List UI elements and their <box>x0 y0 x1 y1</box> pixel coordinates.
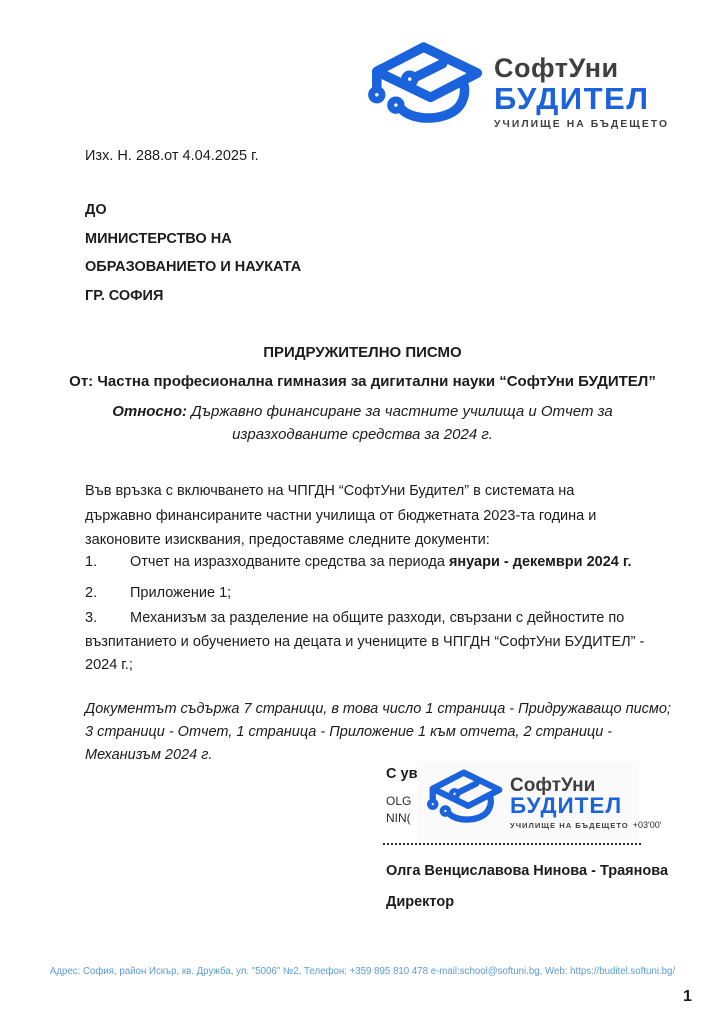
list-item-bold-text: януари - декември 2024 г. <box>448 554 632 570</box>
closing-salutation: С ув <box>386 766 418 782</box>
reference-number: Изх. Н. 288.от 4.04.2025 г. <box>85 148 259 164</box>
letter-title: ПРИДРУЖИТЕЛНО ПИСМО <box>263 344 462 361</box>
intro-paragraph: Във връзка с включването на ЧПГДН “СофтУни Будител” в системата на държавно финансираните частни училища от бюджетната 2023-та година и законовите изисквания, предоставяме следните документи: <box>85 483 597 548</box>
stamp-logo-text <box>510 776 661 830</box>
recipient-block <box>85 202 301 316</box>
list-item <box>85 607 663 678</box>
list-item-number: 3. <box>85 610 98 626</box>
letter-from: От: Частна професионална гимназия за дигитални науки “СофтУни БУДИТЕЛ” <box>69 373 656 390</box>
digital-signature-text <box>386 793 411 827</box>
page-number: 1 <box>683 988 692 1005</box>
graduation-cap-icon <box>356 40 486 145</box>
graduation-cap-icon <box>419 767 505 840</box>
recipient-line: ГР. СОФИЯ <box>85 287 164 304</box>
signature-timestamp: +03'00' <box>632 820 662 831</box>
subject-text: Държавно финансиране за частните училища и Отчет за изразходваните средства за 2024 г. <box>187 403 613 443</box>
list-item-text: Отчет на изразходваните средства за периода <box>130 554 449 570</box>
recipient-line: ОБРАЗОВАНИЕТО И НАУКАТА <box>85 259 302 275</box>
stamp-name-bottom: БУДИТЕЛ <box>510 793 623 819</box>
recipient-line: ДО <box>85 202 107 218</box>
list-item-number: 1. <box>85 554 98 570</box>
signatory-title: Директор <box>386 894 455 910</box>
logo-name-top: СофтУни <box>494 53 619 84</box>
letter-subject <box>85 401 640 446</box>
stamp-name-top: СофтУни <box>510 774 596 796</box>
school-logo <box>356 40 669 145</box>
list-item-text: Механизъм за разделение на общите разходи, свързани с дейностите по възпитанието и обучението на децата и учениците в ЧПГДН “СофтУни БУДИТЕЛ” - 2024 г.; <box>85 610 645 673</box>
signature-dotted-line <box>383 840 641 845</box>
list-item-text: Приложение 1; <box>130 585 232 601</box>
footer-contact: Адрес: София, район Искър, кв. Дружба, ул. "5006" №2, Телефон: +359 895 810 478 e-mail:school@softuni.bg, Web: https://buditel.softuni.bg/ <box>49 966 676 977</box>
list-item-number: 2. <box>85 585 98 601</box>
logo-tagline: УЧИЛИЩЕ НА БЪДЕЩЕТО <box>494 119 670 131</box>
signatory-name: Олга Венциславова Нинова - Траянова <box>386 863 669 879</box>
school-logo-text <box>494 54 669 131</box>
list-item <box>85 551 663 575</box>
signature-stamp <box>417 761 662 845</box>
recipient-line: МИНИСТЕРСТВО НА <box>85 230 232 247</box>
digital-signature-line: OLG <box>386 794 412 808</box>
subject-label: Относно: <box>112 403 187 420</box>
page-count-note: Документът съдържа 7 страници, в това число 1 страница - Придружаващо писмо; 3 страници - Отчет, 1 страница - Приложение 1 към отчета, 2 страници - Механизъм 2024 г. <box>85 701 671 763</box>
digital-signature-line: NIN( <box>386 811 411 825</box>
logo-name-bottom: БУДИТЕЛ <box>494 80 650 116</box>
stamp-tagline: УЧИЛИЩЕ НА БЪДЕЩЕТО <box>510 821 629 831</box>
list-item <box>85 582 663 606</box>
